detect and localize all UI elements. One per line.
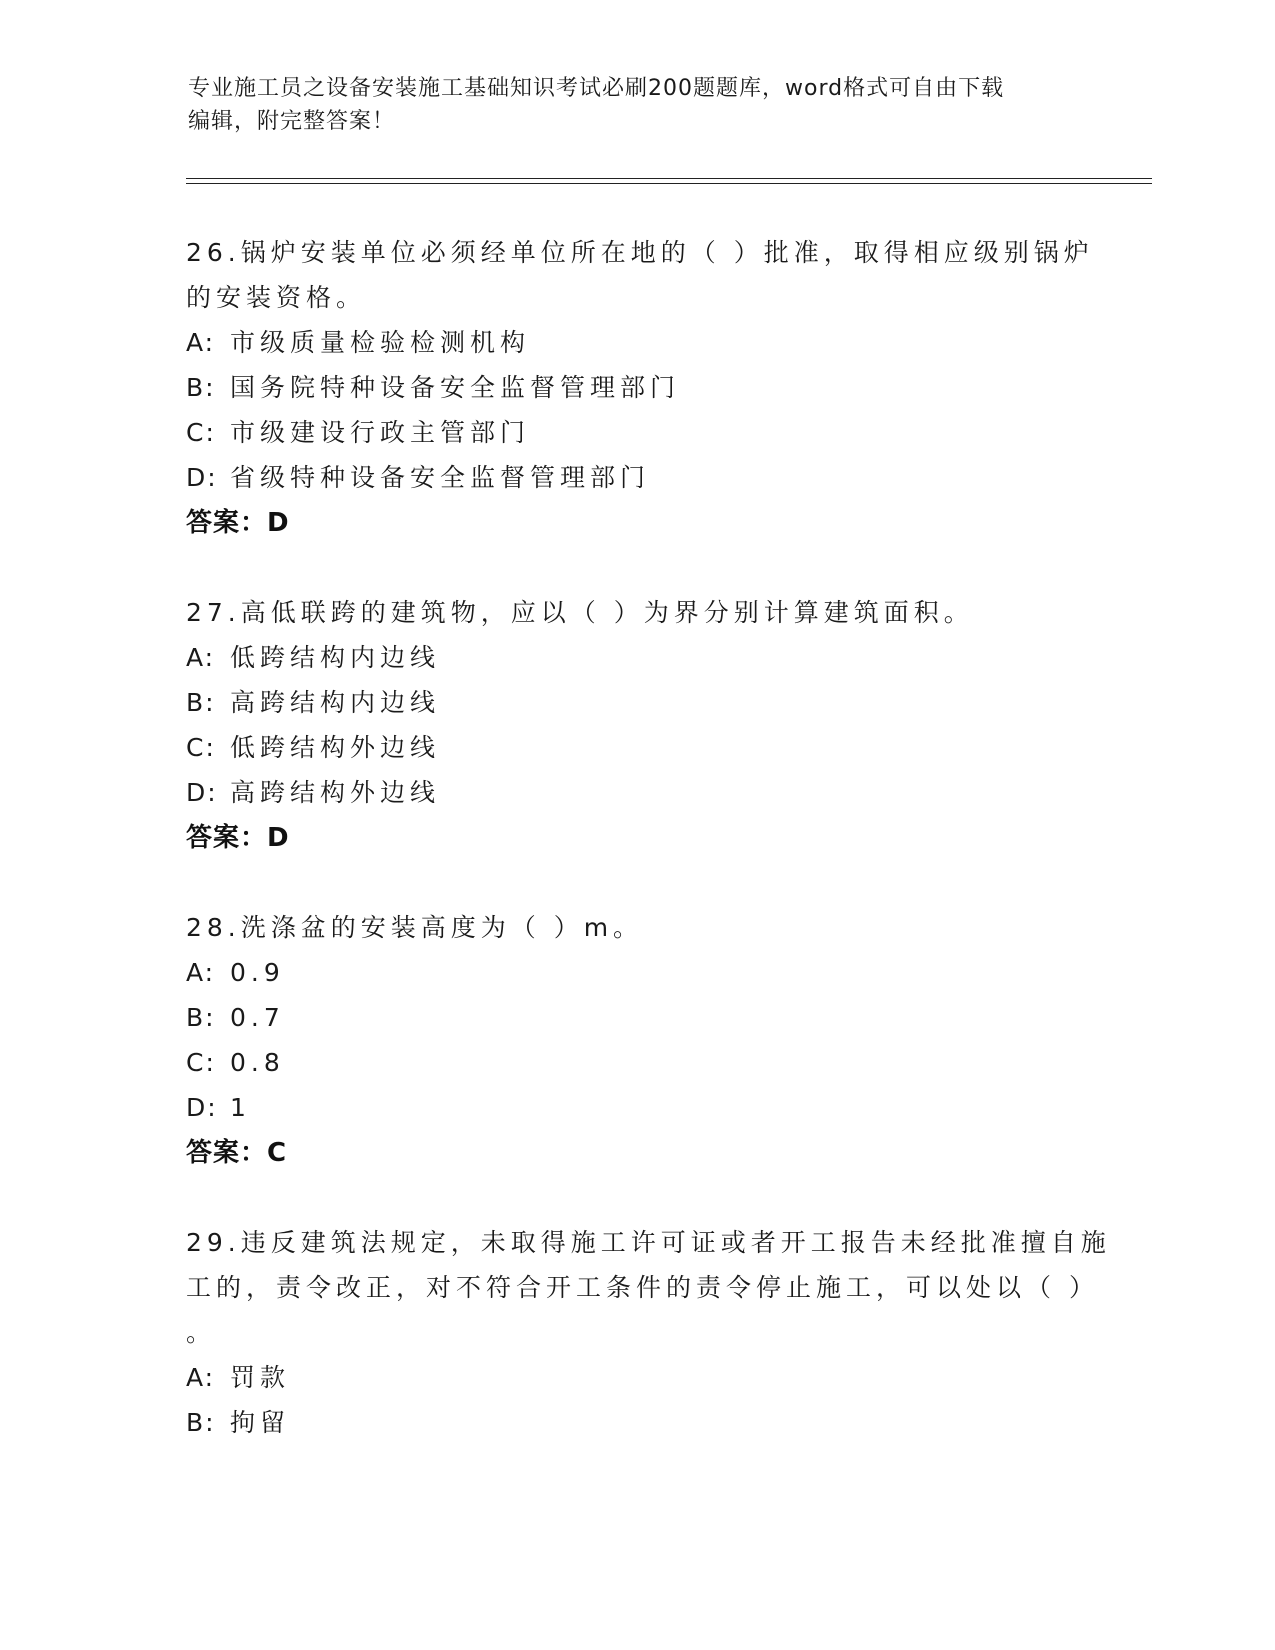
option-a [186,957,285,989]
question-stem: 29.违反建筑法规定，未取得施工许可证或者开工报告未经批准擅自施 [186,1228,1111,1257]
option-text: 0.8 [230,1048,285,1077]
option-letter: B: [186,1003,216,1032]
option-text: 低跨结构外边线 [230,733,441,762]
option-c [186,1047,285,1079]
document-header [188,72,1088,138]
option-letter: A: [186,328,216,357]
option-letter: A: [186,643,216,672]
option-b [186,1002,285,1034]
header-line-2: 编辑，附完整答案！ [188,109,396,134]
question-stem: 27.高低联跨的建筑物，应以（ ）为界分别计算建筑面积。 [186,598,974,627]
option-letter: B: [186,688,216,717]
option-letter: C: [186,733,216,762]
option-letter: D: [186,778,218,807]
header-divider-top [186,178,1152,179]
question-stem: 26.锅炉安装单位必须经单位所在地的（ ）批准，取得相应级别锅炉 [186,238,1094,267]
answer-label: 答案：C [186,1138,288,1168]
option-text: 市级建设行政主管部门 [230,418,531,447]
option-text: 罚款 [230,1363,291,1392]
question-stem: 28.洗涤盆的安装高度为（ ）m。 [186,913,644,942]
option-letter: A: [186,958,216,987]
option-text: 1 [230,1093,251,1122]
answer-label: 答案：D [186,823,290,853]
option-c [186,732,440,764]
option-letter: D: [186,463,218,492]
option-b [186,1407,290,1439]
option-text: 0.7 [230,1003,285,1032]
option-text: 低跨结构内边线 [230,643,441,672]
option-a [186,327,530,359]
option-text: 0.9 [230,958,285,987]
option-letter: A: [186,1363,216,1392]
header-divider-bottom [186,183,1152,184]
header-line-1: 专业施工员之设备安装施工基础知识考试必刷200题题库，word格式可自由下载 [188,76,1005,101]
option-text: 国务院特种设备安全监督管理部门 [230,373,681,402]
option-text: 高跨结构内边线 [230,688,441,717]
option-letter: C: [186,1048,216,1077]
option-b [186,687,440,719]
option-letter: D: [186,1093,218,1122]
option-letter: C: [186,418,216,447]
option-a [186,1362,290,1394]
option-c [186,417,530,449]
option-a [186,642,440,674]
option-d [186,462,650,494]
option-text: 市级质量检验检测机构 [230,328,531,357]
option-text: 拘留 [230,1408,291,1437]
option-b [186,372,680,404]
question-stem: 。 [186,1318,217,1347]
question-stem: 的安装资格。 [186,283,367,312]
option-d [186,777,440,809]
option-letter: B: [186,1408,216,1437]
option-letter: B: [186,373,216,402]
answer-label: 答案：D [186,508,290,538]
option-text: 高跨结构外边线 [230,778,441,807]
option-text: 省级特种设备安全监督管理部门 [230,463,651,492]
option-d [186,1092,251,1124]
question-stem: 工的，责令改正，对不符合开工条件的责令停止施工，可以处以（ ） [186,1273,1099,1302]
